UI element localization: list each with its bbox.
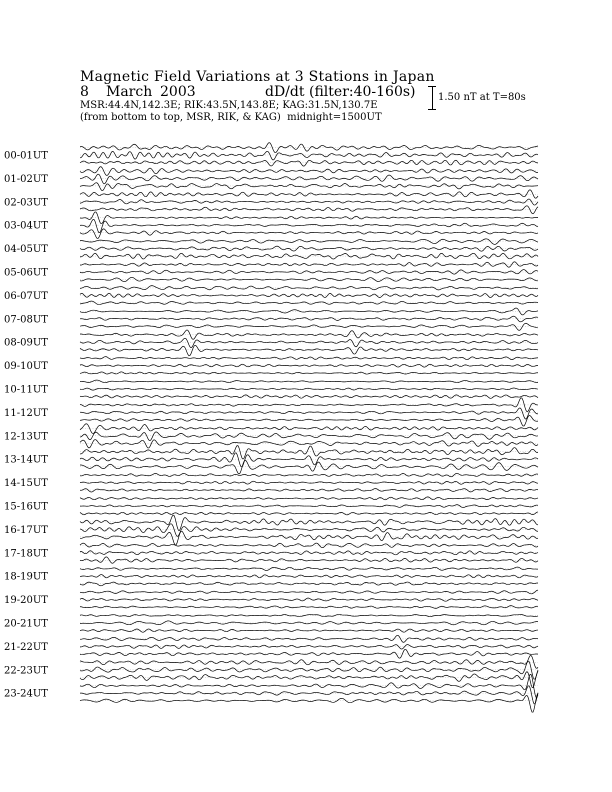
trace-14-15UT-RIK	[80, 481, 538, 484]
order-note: (from bottom to top, MSR, RIK, & KAG)	[80, 112, 281, 123]
trace-10-11UT-KAG	[80, 380, 538, 383]
trace-20-21UT-RIK	[80, 621, 538, 625]
row-label-19-20UT: 19-20UT	[4, 595, 48, 607]
trace-11-12UT-MSR	[80, 416, 538, 426]
row-label-22-23UT: 22-23UT	[4, 665, 48, 677]
trace-22-23UT-MSR	[80, 671, 538, 688]
row-label-16-17UT: 16-17UT	[4, 524, 48, 536]
trace-14-15UT-KAG	[80, 473, 538, 477]
trace-19-20UT-MSR	[80, 606, 538, 609]
trace-18-19UT-MSR	[80, 582, 538, 586]
trace-20-21UT-KAG	[80, 614, 538, 616]
trace-01-02UT-KAG	[80, 167, 538, 176]
trace-01-02UT-MSR	[80, 183, 538, 191]
trace-22-23UT-RIK	[80, 661, 538, 679]
trace-10-11UT-RIK	[80, 388, 538, 390]
trace-03-04UT-RIK	[80, 219, 538, 232]
row-label-17-18UT: 17-18UT	[4, 548, 48, 560]
trace-21-22UT-KAG	[80, 635, 538, 642]
date-year: 2003	[160, 84, 196, 100]
trace-05-06UT-KAG	[80, 262, 538, 267]
trace-12-13UT-RIK	[80, 432, 538, 441]
trace-01-02UT-RIK	[80, 174, 538, 184]
trace-03-04UT-MSR	[80, 229, 538, 239]
trace-20-21UT-MSR	[80, 629, 538, 632]
row-label-07-08UT: 07-08UT	[4, 314, 48, 326]
midnight-note: midnight=1500UT	[287, 112, 382, 123]
trace-15-16UT-RIK	[80, 505, 538, 508]
trace-12-13UT-MSR	[80, 440, 538, 448]
trace-02-03UT-KAG	[80, 190, 538, 198]
trace-19-20UT-RIK	[80, 598, 538, 601]
stations-line: MSR:44.4N,142.3E; RIK:43.5N,143.8E; KAG:31.5N,130.7E	[80, 100, 378, 111]
trace-12-13UT-KAG	[80, 424, 538, 434]
row-label-03-04UT: 03-04UT	[4, 220, 48, 232]
filter-label: (filter:40-160s)	[309, 84, 416, 100]
trace-14-15UT-MSR	[80, 489, 538, 492]
row-label-09-10UT: 09-10UT	[4, 361, 48, 373]
trace-09-10UT-RIK	[80, 364, 538, 367]
row-label-18-19UT: 18-19UT	[4, 571, 48, 583]
trace-16-17UT-RIK	[80, 524, 538, 537]
row-label-05-06UT: 05-06UT	[4, 267, 48, 279]
row-label-10-11UT: 10-11UT	[4, 384, 48, 396]
trace-13-14UT-RIK	[80, 453, 538, 467]
trace-18-19UT-RIK	[80, 575, 538, 578]
row-label-01-02UT: 01-02UT	[4, 173, 48, 185]
trace-17-18UT-RIK	[80, 551, 538, 555]
trace-02-03UT-MSR	[80, 206, 538, 214]
trace-02-03UT-RIK	[80, 199, 538, 205]
trace-00-01UT-KAG	[80, 143, 538, 153]
trace-09-10UT-MSR	[80, 372, 538, 374]
trace-19-20UT-KAG	[80, 590, 538, 594]
chart-title: Magnetic Field Variations at 3 Stations in Japan	[80, 69, 435, 85]
row-label-21-22UT: 21-22UT	[4, 641, 48, 653]
trace-06-07UT-RIK	[80, 293, 538, 297]
trace-18-19UT-KAG	[80, 567, 538, 570]
trace-15-16UT-KAG	[80, 497, 538, 500]
row-label-08-09UT: 08-09UT	[4, 337, 48, 349]
row-label-15-16UT: 15-16UT	[4, 501, 48, 513]
trace-21-22UT-MSR	[80, 649, 538, 658]
row-label-02-03UT: 02-03UT	[4, 197, 48, 209]
trace-00-01UT-MSR	[80, 160, 538, 166]
trace-07-08UT-MSR	[80, 323, 538, 330]
trace-04-05UT-MSR	[80, 253, 538, 259]
trace-17-18UT-KAG	[80, 543, 538, 548]
trace-05-06UT-RIK	[80, 270, 538, 275]
row-label-23-24UT: 23-24UT	[4, 688, 48, 700]
trace-07-08UT-KAG	[80, 308, 538, 315]
trace-10-11UT-MSR	[80, 395, 538, 398]
trace-07-08UT-RIK	[80, 316, 538, 322]
trace-00-01UT-RIK	[80, 151, 538, 160]
trace-05-06UT-MSR	[80, 277, 538, 281]
trace-06-07UT-KAG	[80, 286, 538, 290]
trace-11-12UT-KAG	[80, 398, 538, 412]
trace-15-16UT-MSR	[80, 512, 538, 515]
trace-13-14UT-MSR	[80, 460, 538, 474]
trace-08-09UT-MSR	[80, 345, 538, 356]
row-label-12-13UT: 12-13UT	[4, 431, 48, 443]
row-label-13-14UT: 13-14UT	[4, 454, 48, 466]
scale-label: 1.50 nT at T=80s	[438, 92, 526, 103]
date-day: 8	[80, 84, 89, 100]
row-label-00-01UT: 00-01UT	[4, 150, 48, 162]
trace-22-23UT-KAG	[80, 655, 538, 668]
trace-04-05UT-RIK	[80, 246, 538, 251]
row-label-14-15UT: 14-15UT	[4, 478, 48, 490]
date-month: March	[106, 84, 153, 100]
trace-23-24UT-MSR	[80, 693, 538, 712]
row-label-11-12UT: 11-12UT	[4, 407, 48, 419]
trace-11-12UT-RIK	[80, 408, 538, 419]
trace-08-09UT-RIK	[80, 338, 538, 347]
trace-09-10UT-KAG	[80, 357, 538, 360]
row-label-06-07UT: 06-07UT	[4, 290, 48, 302]
trace-17-18UT-MSR	[80, 557, 538, 563]
trace-06-07UT-MSR	[80, 301, 538, 304]
trace-08-09UT-KAG	[80, 330, 538, 339]
row-label-20-21UT: 20-21UT	[4, 618, 48, 630]
trace-16-17UT-MSR	[80, 531, 538, 545]
trace-04-05UT-KAG	[80, 239, 538, 245]
row-label-04-05UT: 04-05UT	[4, 244, 48, 256]
trace-03-04UT-KAG	[80, 212, 538, 224]
quantity-label: dD/dt	[265, 84, 305, 100]
trace-21-22UT-RIK	[80, 645, 538, 649]
